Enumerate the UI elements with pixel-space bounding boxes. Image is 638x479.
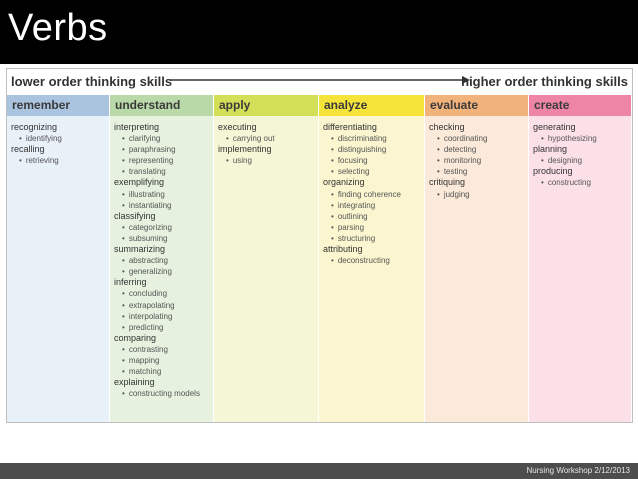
- verb-subterm: • matching: [114, 366, 213, 377]
- verb-term: differentiating: [323, 122, 377, 132]
- column-body: [319, 116, 424, 266]
- footer-bar: [0, 463, 638, 479]
- column-body: [214, 116, 318, 166]
- verb-subterm: • finding coherence: [323, 189, 424, 200]
- lower-order-label: lower order thinking skills: [11, 74, 173, 89]
- column-0: [7, 95, 110, 422]
- verb-subterm: • contrasting: [114, 344, 213, 355]
- verb-subterm: • identifying: [11, 133, 109, 144]
- verb-term: generating: [533, 122, 576, 132]
- verb-subterm: • testing: [429, 166, 528, 177]
- column-4: [425, 95, 529, 422]
- column-body: [425, 116, 528, 200]
- verb-term: organizing: [323, 177, 365, 188]
- verb-term: recognizing: [11, 122, 58, 132]
- verb-subterm: • parsing: [323, 222, 424, 233]
- verb-term: comparing: [114, 332, 157, 343]
- column-3: [319, 95, 425, 422]
- verb-subterm: • monitoring: [429, 155, 528, 166]
- verb-subterm: • concluding: [114, 288, 213, 299]
- verb-subterm: • constructing: [533, 177, 631, 188]
- arrow-icon: [170, 75, 470, 85]
- verb-subterm: • deconstructing: [323, 255, 424, 266]
- column-1: [110, 95, 214, 422]
- verb-subterm: • categorizing: [114, 222, 213, 233]
- verb-term: executing: [218, 122, 257, 132]
- verb-columns: [7, 95, 632, 422]
- verb-term: interpreting: [114, 122, 160, 132]
- column-2: [214, 95, 319, 422]
- verb-term: producing: [533, 166, 573, 177]
- verb-term: implementing: [218, 144, 272, 155]
- verb-subterm: • hypothesizing: [533, 133, 631, 144]
- verb-subterm: • focusing: [323, 155, 424, 166]
- verb-subterm: • predicting: [114, 322, 213, 333]
- footer-text: Nursing Workshop 2/12/2013: [526, 466, 630, 475]
- blooms-taxonomy-table: [6, 68, 633, 423]
- verb-term: summarizing: [114, 244, 166, 255]
- verb-subterm: • designing: [533, 155, 631, 166]
- verb-subterm: • carrying out: [218, 133, 318, 144]
- verb-subterm: • translating: [114, 166, 213, 177]
- verb-term: attributing: [323, 244, 363, 255]
- column-header: remember: [7, 95, 109, 116]
- verb-subterm: • distinguishing: [323, 144, 424, 155]
- verb-subterm: • subsuming: [114, 233, 213, 244]
- verb-term: inferring: [114, 277, 147, 288]
- column-body: [7, 116, 109, 166]
- verb-subterm: • discriminating: [323, 133, 424, 144]
- verb-subterm: • paraphrasing: [114, 144, 213, 155]
- verb-subterm: • instantiating: [114, 200, 213, 211]
- verb-subterm: • judging: [429, 189, 528, 200]
- verb-term: checking: [429, 122, 465, 132]
- verb-subterm: • illustrating: [114, 189, 213, 200]
- verb-term: planning: [533, 144, 568, 155]
- verb-subterm: • detecting: [429, 144, 528, 155]
- verb-subterm: • constructing models: [114, 388, 213, 399]
- column-header: evaluate: [425, 95, 528, 116]
- column-header: analyze: [319, 95, 424, 116]
- verb-term: critiquing: [429, 177, 466, 188]
- verb-subterm: • clarifying: [114, 133, 213, 144]
- verb-subterm: • selecting: [323, 166, 424, 177]
- verb-term: classifying: [114, 210, 156, 221]
- verb-subterm: • mapping: [114, 355, 213, 366]
- verb-subterm: • structuring: [323, 233, 424, 244]
- verb-subterm: • representing: [114, 155, 213, 166]
- column-header: understand: [110, 95, 213, 116]
- verb-subterm: • abstracting: [114, 255, 213, 266]
- verb-subterm: • coordinating: [429, 133, 528, 144]
- verb-subterm: • integrating: [323, 200, 424, 211]
- verb-subterm: • retrieving: [11, 155, 109, 166]
- verb-subterm: • outlining: [323, 211, 424, 222]
- thinking-skills-arrow-row: [7, 69, 632, 95]
- column-header: create: [529, 95, 631, 116]
- title-bar: [0, 0, 638, 64]
- verb-term: explaining: [114, 377, 155, 388]
- verb-subterm: • interpolating: [114, 311, 213, 322]
- column-5: [529, 95, 632, 422]
- verb-subterm: • generalizing: [114, 266, 213, 277]
- verb-term: recalling: [11, 144, 45, 155]
- verb-term: exemplifying: [114, 177, 165, 188]
- column-body: [110, 116, 213, 399]
- column-body: [529, 116, 631, 189]
- higher-order-label: higher order thinking skills: [461, 74, 628, 89]
- verb-subterm: • extrapolating: [114, 300, 213, 311]
- verb-subterm: • using: [218, 155, 318, 166]
- column-header: apply: [214, 95, 318, 116]
- slide-title: Verbs: [8, 7, 108, 49]
